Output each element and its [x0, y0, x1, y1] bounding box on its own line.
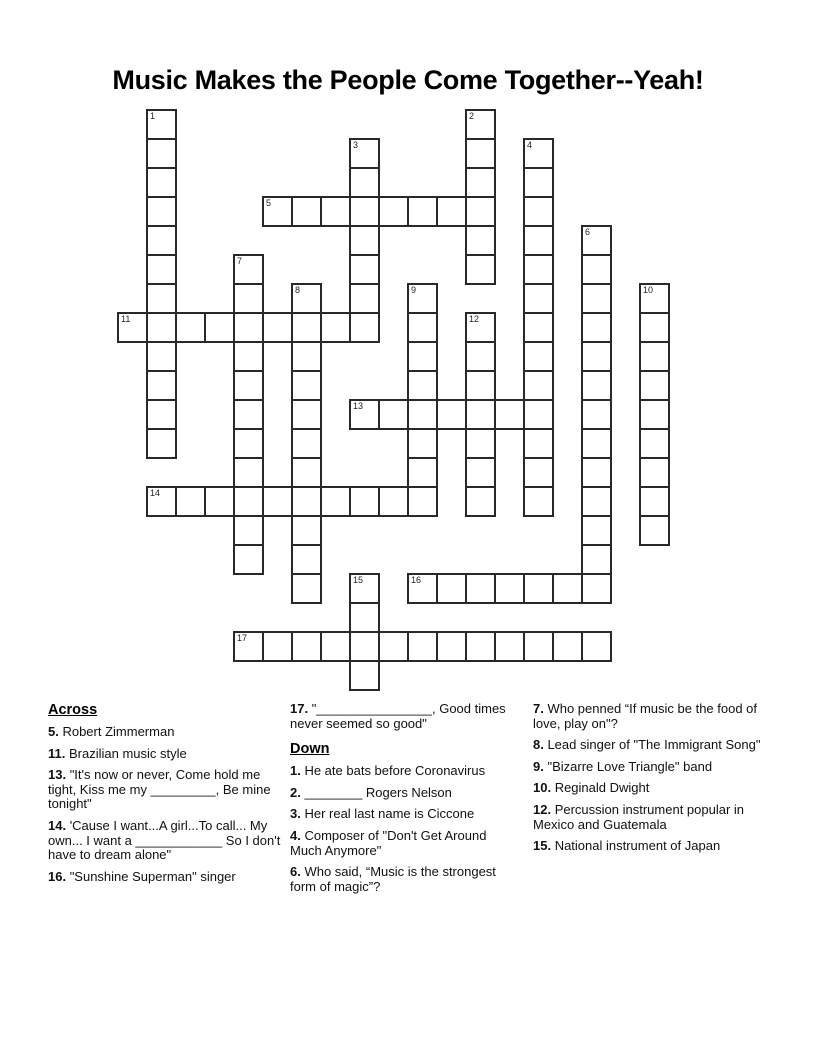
grid-cell[interactable] — [234, 632, 263, 661]
cell-number-13: 13 — [353, 401, 364, 411]
grid-cell[interactable] — [582, 429, 611, 458]
grid-cell[interactable] — [640, 284, 669, 313]
grid-cell[interactable] — [292, 574, 321, 603]
grid-cell[interactable] — [147, 255, 176, 284]
grid-cell[interactable] — [408, 371, 437, 400]
grid-cell[interactable] — [350, 313, 379, 342]
grid-cell[interactable] — [350, 255, 379, 284]
cell-number-17: 17 — [237, 633, 248, 643]
grid-cell[interactable] — [495, 400, 524, 429]
grid-cell[interactable] — [524, 429, 553, 458]
clue-13: 13. "It's now or never, Come hold me tight, Kiss me my _________, Be mine tonight" — [48, 767, 271, 812]
grid-cell[interactable] — [524, 284, 553, 313]
clue-number: 8. — [533, 737, 544, 753]
grid-cell[interactable] — [147, 197, 176, 226]
grid-cell[interactable] — [466, 313, 495, 342]
grid-cell[interactable] — [524, 168, 553, 197]
grid-cell[interactable] — [292, 429, 321, 458]
cell-number-6: 6 — [585, 227, 591, 237]
grid-cell[interactable] — [321, 487, 350, 516]
grid-cell[interactable] — [524, 313, 553, 342]
clue-number: 17. — [290, 701, 309, 716]
grid-cell[interactable] — [582, 342, 611, 371]
grid-cell[interactable] — [466, 342, 495, 371]
grid-cell[interactable] — [524, 197, 553, 226]
grid-cell[interactable] — [640, 400, 669, 429]
grid-cell[interactable] — [292, 284, 321, 313]
grid-cell[interactable] — [147, 168, 176, 197]
cell-number-5: 5 — [266, 198, 272, 208]
grid-cell[interactable] — [292, 371, 321, 400]
grid-cell[interactable] — [234, 371, 263, 400]
grid-cell[interactable] — [466, 632, 495, 661]
clue-8: 8. Lead singer of "The Immigrant Song" — [533, 737, 761, 753]
cell-number-11: 11 — [121, 314, 131, 324]
grid-cell[interactable] — [582, 632, 611, 661]
grid-cell[interactable] — [205, 313, 234, 342]
clue-number: 6. — [290, 864, 301, 880]
grid-cell[interactable] — [640, 458, 669, 487]
grid-cell[interactable] — [524, 139, 553, 168]
grid-cell[interactable] — [350, 661, 379, 690]
cell-number-2: 2 — [469, 111, 475, 121]
grid-cell[interactable] — [437, 197, 466, 226]
grid-cell[interactable] — [408, 574, 437, 603]
clue-16: 16. "Sunshine Superman" singer — [48, 868, 236, 884]
grid-cell[interactable] — [292, 313, 321, 342]
grid-cell[interactable] — [263, 487, 292, 516]
clue-number: 10. — [533, 780, 552, 796]
grid-cell[interactable] — [292, 632, 321, 661]
grid-cell[interactable] — [147, 313, 176, 342]
grid-cell[interactable] — [495, 632, 524, 661]
clue-number: 15. — [533, 838, 552, 854]
grid-cell[interactable] — [292, 487, 321, 516]
grid-cell[interactable] — [582, 516, 611, 545]
clue-column-1 — [48, 702, 288, 891]
grid-cell[interactable] — [524, 255, 553, 284]
grid-cell[interactable] — [234, 342, 263, 371]
grid-cell[interactable] — [466, 110, 495, 139]
grid-cell[interactable] — [379, 632, 408, 661]
grid-cell[interactable] — [466, 139, 495, 168]
clue-number: 12. — [533, 801, 552, 817]
grid-cell[interactable] — [408, 342, 437, 371]
across-header: Across — [48, 702, 98, 718]
grid-cell[interactable] — [495, 574, 524, 603]
grid-cell[interactable] — [147, 139, 176, 168]
clue-1: 1. He ate bats before Coronavirus — [290, 763, 486, 779]
grid-cell[interactable] — [350, 284, 379, 313]
grid-cell[interactable] — [466, 226, 495, 255]
clue-number: 4. — [290, 827, 301, 843]
cell-number-4: 4 — [527, 140, 533, 150]
grid-cell[interactable] — [582, 458, 611, 487]
clue-17: 17. "________________, Good times never seemed so good" — [290, 701, 506, 731]
grid-cell[interactable] — [147, 429, 176, 458]
grid-cell[interactable] — [263, 197, 292, 226]
grid-cell[interactable] — [147, 226, 176, 255]
clue-9: 9. "Bizarre Love Triangle" band — [533, 758, 713, 774]
grid-cell[interactable] — [466, 487, 495, 516]
clue-11: 11. Brazilian music style — [48, 745, 187, 761]
grid-cell[interactable] — [350, 632, 379, 661]
grid-cell[interactable] — [408, 429, 437, 458]
grid-cell[interactable] — [147, 284, 176, 313]
grid-cell[interactable] — [524, 632, 553, 661]
grid-cell[interactable] — [147, 487, 176, 516]
clue-number: 14. — [48, 817, 67, 833]
grid-cell[interactable] — [321, 197, 350, 226]
cell-number-1: 1 — [150, 111, 156, 121]
grid-cell[interactable] — [466, 458, 495, 487]
clue-12: 12. Percussion instrument popular in Mexico and Guatemala — [533, 801, 745, 832]
grid-cell[interactable] — [466, 168, 495, 197]
grid-cell[interactable] — [582, 313, 611, 342]
grid-cell[interactable] — [582, 284, 611, 313]
grid-cell[interactable] — [350, 197, 379, 226]
clues-section — [0, 702, 816, 1002]
grid-cell[interactable] — [408, 400, 437, 429]
grid-cell[interactable] — [640, 342, 669, 371]
cell-number-3: 3 — [353, 140, 359, 150]
clue-4: 4. Composer of "Don't Get Around Much Anymore" — [290, 827, 487, 858]
grid-cell[interactable] — [379, 487, 408, 516]
grid-cell[interactable] — [524, 400, 553, 429]
clue-2: 2. ________ Rogers Nelson — [290, 784, 452, 800]
grid-cell[interactable] — [292, 197, 321, 226]
grid-cell[interactable] — [640, 429, 669, 458]
grid-cell[interactable] — [582, 255, 611, 284]
clue-number: 9. — [533, 758, 544, 774]
grid-cell[interactable] — [524, 458, 553, 487]
grid-cell[interactable] — [524, 342, 553, 371]
clue-number: 1. — [290, 763, 301, 779]
grid-cell[interactable] — [437, 632, 466, 661]
clue-14: 14. 'Cause I want...A girl...To call... My own... I want a ____________ So I don't have to dream alone" — [48, 817, 281, 863]
clue-number: 3. — [290, 806, 301, 822]
grid-cell[interactable] — [147, 342, 176, 371]
clue-number: 13. — [48, 767, 67, 783]
grid-cell[interactable] — [640, 487, 669, 516]
cell-number-14: 14 — [150, 488, 161, 498]
grid-cell[interactable] — [292, 458, 321, 487]
grid-cell[interactable] — [640, 371, 669, 400]
grid-cell[interactable] — [466, 371, 495, 400]
grid-cell[interactable] — [350, 226, 379, 255]
cell-number-15: 15 — [353, 575, 364, 585]
cell-number-8: 8 — [295, 285, 301, 295]
clue-number: 2. — [290, 784, 301, 800]
cell-number-12: 12 — [469, 314, 480, 324]
grid-cell[interactable] — [408, 284, 437, 313]
clue-15: 15. National instrument of Japan — [533, 838, 721, 854]
grid-cell[interactable] — [234, 458, 263, 487]
cell-number-16: 16 — [411, 575, 422, 585]
grid-cell[interactable] — [466, 197, 495, 226]
grid-cell[interactable] — [553, 574, 582, 603]
grid-cell[interactable] — [582, 371, 611, 400]
grid-cell[interactable] — [640, 516, 669, 545]
grid-cell[interactable] — [524, 226, 553, 255]
grid-cell[interactable] — [350, 487, 379, 516]
grid-cell[interactable] — [321, 632, 350, 661]
grid-cell[interactable] — [147, 400, 176, 429]
grid-cell[interactable] — [118, 313, 147, 342]
grid-cell[interactable] — [234, 516, 263, 545]
cell-number-10: 10 — [643, 285, 654, 295]
grid-cell[interactable] — [350, 603, 379, 632]
grid-cell[interactable] — [582, 545, 611, 574]
grid-cell[interactable] — [234, 429, 263, 458]
grid-cell[interactable] — [582, 226, 611, 255]
cell-number-7: 7 — [237, 256, 243, 266]
grid-cell[interactable] — [524, 487, 553, 516]
clue-7: 7. Who penned “If music be the food of love, play on"? — [533, 701, 758, 731]
grid-cell[interactable] — [466, 400, 495, 429]
grid-cell[interactable] — [350, 574, 379, 603]
grid-cell[interactable] — [408, 197, 437, 226]
clue-5: 5. Robert Zimmerman — [48, 724, 175, 739]
grid-cell[interactable] — [234, 400, 263, 429]
clue-number: 7. — [533, 701, 544, 716]
grid-cell[interactable] — [263, 313, 292, 342]
clue-10: 10. Reginald Dwight — [533, 780, 650, 796]
grid-cell[interactable] — [437, 400, 466, 429]
grid-cell[interactable] — [379, 400, 408, 429]
grid-cell[interactable] — [292, 545, 321, 574]
grid-cell[interactable] — [292, 400, 321, 429]
grid-cell[interactable] — [263, 632, 292, 661]
clue-number: 16. — [48, 868, 67, 884]
grid-cell[interactable] — [524, 574, 553, 603]
grid-cell[interactable] — [292, 342, 321, 371]
grid-cell[interactable] — [524, 371, 553, 400]
grid-cell[interactable] — [147, 371, 176, 400]
grid-cell[interactable] — [582, 574, 611, 603]
clue-number: 5. — [48, 724, 59, 739]
grid-cell[interactable] — [379, 197, 408, 226]
grid-cell[interactable] — [350, 400, 379, 429]
grid-cell[interactable] — [234, 284, 263, 313]
grid-cell[interactable] — [408, 487, 437, 516]
grid-cell[interactable] — [466, 574, 495, 603]
grid-cell[interactable] — [466, 429, 495, 458]
grid-cell[interactable] — [582, 400, 611, 429]
grid-cell[interactable] — [350, 139, 379, 168]
grid-cell[interactable] — [408, 313, 437, 342]
grid-cell[interactable] — [147, 110, 176, 139]
grid-cell[interactable] — [176, 487, 205, 516]
grid-cell[interactable] — [408, 632, 437, 661]
grid-cell[interactable] — [350, 168, 379, 197]
grid-cell[interactable] — [437, 574, 466, 603]
grid-cell[interactable] — [205, 487, 234, 516]
grid-cell[interactable] — [234, 313, 263, 342]
crossword-grid — [118, 110, 669, 690]
grid-cell[interactable] — [321, 313, 350, 342]
clue-6: 6. Who said, “Music is the strongest form of magic”? — [290, 864, 496, 894]
clue-column-2 — [290, 702, 518, 901]
grid-cell[interactable] — [176, 313, 205, 342]
grid-cell[interactable] — [553, 632, 582, 661]
cell-number-9: 9 — [411, 285, 417, 295]
grid-cell[interactable] — [234, 545, 263, 574]
clue-3: 3. Her real last name is Ciccone — [290, 806, 475, 822]
grid-cell[interactable] — [640, 313, 669, 342]
clue-column-3 — [533, 702, 773, 861]
grid-cell[interactable] — [234, 487, 263, 516]
grid-cell[interactable] — [234, 255, 263, 284]
grid-cell[interactable] — [408, 458, 437, 487]
down-header: Down — [290, 741, 330, 758]
clue-number: 11. — [48, 745, 66, 761]
grid-cell[interactable] — [466, 255, 495, 284]
page-title: Music Makes the People Come Together--Yeah! — [112, 65, 704, 96]
grid-cell[interactable] — [292, 516, 321, 545]
grid-cell[interactable] — [582, 487, 611, 516]
